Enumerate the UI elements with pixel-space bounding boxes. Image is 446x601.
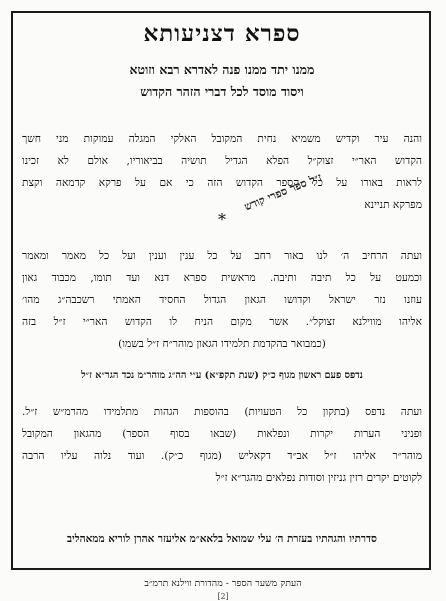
edition-line: ופניני הערות יקרות ונפלאות (שבאו בסוף הספר) מהגאון המקובל: [22, 428, 422, 440]
body-paragraph: [22, 245, 422, 355]
body-line: ועתה הרחיב ה׳ לנו באור רחב על כל ענין וענין ועל כל מאמר ומאמר: [22, 250, 422, 262]
intro-paragraph: [22, 128, 422, 216]
intro-line: מפרקא תניינא: [364, 199, 422, 211]
body-line: (כמבואר בהקדמת תלמידו הגאון מוהר״ח ז״ל בשמו): [118, 338, 326, 350]
page-footer: העתק משער הספר - מהדורת ווילנא תרמ״ב: [144, 578, 302, 589]
subtitle-line-2: ויסוד מוסד לכל דברי הזהר הקדוש: [140, 84, 304, 99]
page-number: [2]: [217, 592, 229, 601]
subtitle-line-1: ממנו יתד ממנו פנה לאדרא רבא וזוטא: [129, 62, 315, 77]
edition-line: ועתה נדפס (בתקון כל הטעויות) בהוספות הגהות מתלמידו מהרמ״ש ז״ל.: [22, 406, 422, 418]
edition-line: לקוטים יקרים רזין גניזין וסודות נפלאים מהגר״א ז״ל: [215, 472, 422, 484]
divider-star: *: [218, 210, 226, 229]
rotated-stamp-text: ז״ל ספר ספרי קודש: [242, 170, 324, 214]
intro-line: והנה עיר וקדיש משמיא נחית המקובל האלקי המגלה עמוקות מני חשך: [22, 133, 422, 145]
first-printing-note: נדפס פעם ראשון מגוף כ״ק (שנת תקפ״א) ע״י הה״ג מוהר״מ נכד הגר״א ז״ל: [81, 370, 363, 381]
edition-line: מוהר״ר אליהו ז״ל אב״ד דקאליש (מגוף כ״ק). ועוד נלוה עליו הרבה: [22, 450, 422, 462]
body-line: עוזנו נזר ישראל וקדושו הגאון הגדול החסיד האמתי רשכבה״ג מהו׳: [22, 294, 422, 306]
body-line: אליהו מווילנא זצוקל״. אשר מקום הניח לו הקדוש האר״י ז״ל בזה: [22, 316, 422, 328]
editor-signature: סדרתיו והגהתיו בעזרת ה׳ עלי שמואל בלאא״מ אליעזר אהרן לוריא ממאהליב: [67, 533, 377, 545]
intro-line: הקדוש האר״י זצוק״ל הפלא הגדיל תושיה בביאוריו, אולם לא זכינו: [22, 155, 422, 167]
edition-paragraph: [22, 401, 422, 489]
intro-line: לראות באורו על כל הספר הקדוש הזה כי אם על פרקא קדמאה וקצת: [22, 177, 422, 189]
page-title: ספרא דצניעותא: [143, 20, 301, 47]
body-line: וכמעט על כל תיבה ותיבה. מראשית ספרא דנא ועד תומו, מכבוד גאון: [22, 272, 422, 284]
